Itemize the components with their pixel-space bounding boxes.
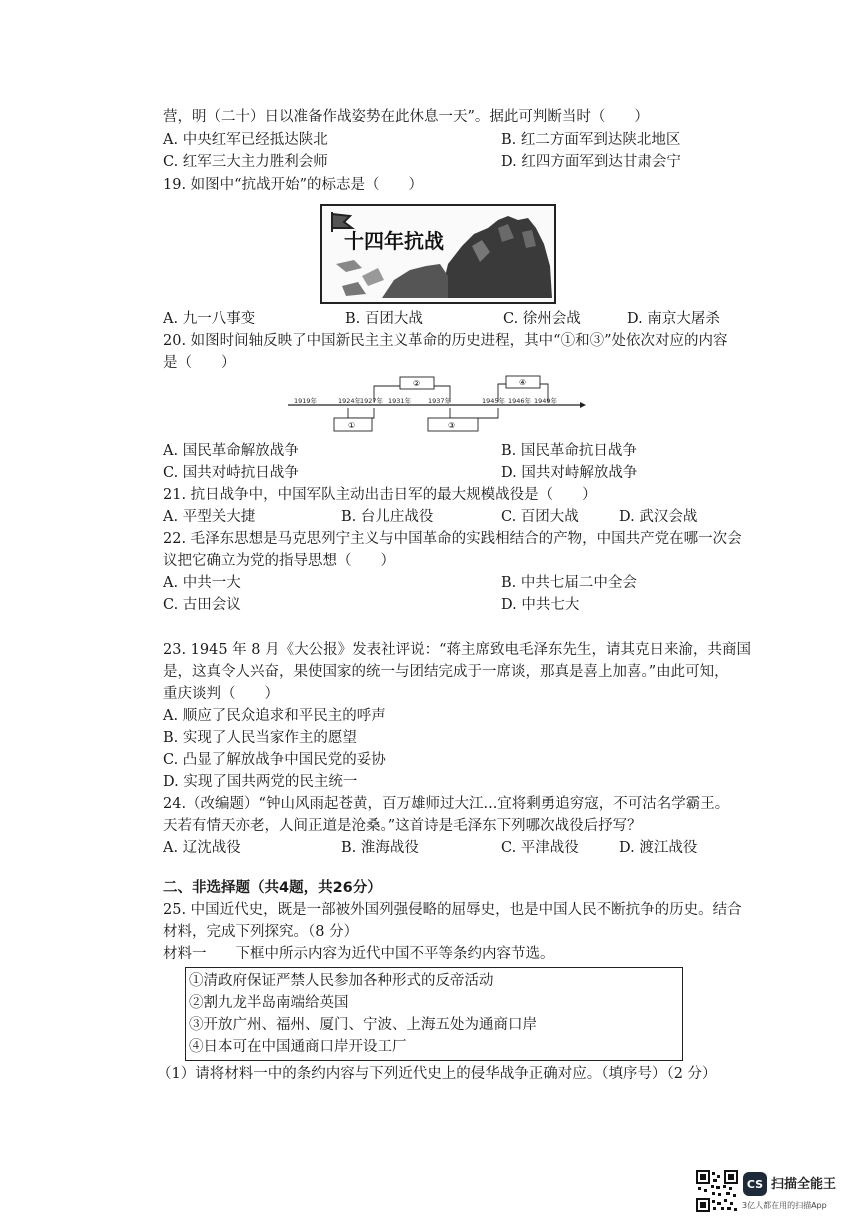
q22-stem-line2: 议把它确立为党的指导思想（ ）: [163, 553, 395, 569]
q22-option-b: B. 中共七届二中全会: [501, 575, 637, 591]
scanner-app-name: 扫描全能王: [771, 1177, 837, 1192]
q21-option-a: A. 平型关大捷: [163, 509, 256, 525]
timeline-year-1919: 1919年: [294, 397, 318, 405]
section2-title: 二、非选择题（共4题，共26分）: [163, 880, 382, 896]
q20-option-c: C. 国共对峙抗日战争: [163, 465, 299, 481]
timeline-mark-4: ④: [519, 378, 527, 387]
q20-option-b: B. 国民革命抗日战争: [501, 443, 637, 459]
q20-option-d: D. 国共对峙解放战争: [501, 465, 638, 481]
q19-image-caption: 十四年抗战: [344, 229, 444, 253]
q20-timeline: [286, 372, 586, 434]
q25-stem-line2: 材料，完成下列探究。（8 分）: [163, 924, 359, 940]
q19-option-b: B. 百团大战: [345, 311, 423, 327]
q23-option-b: B. 实现了人民当家作主的愿望: [163, 730, 357, 746]
q21-option-b: B. 台儿庄战役: [341, 509, 434, 525]
q19-option-a: A. 九一八事变: [163, 311, 256, 327]
q25-material-item-1: ①清政府保证严禁人民参加各种形式的反帝活动: [189, 973, 494, 989]
q19-image: [320, 204, 556, 304]
q21-option-c: C. 百团大战: [501, 509, 579, 525]
q22-option-a: A. 中共一大: [163, 575, 241, 591]
q19-option-c: C. 徐州会战: [503, 311, 581, 327]
q18-option-a: A. 中央红军已经抵达陕北: [163, 132, 328, 148]
timeline-year-1927: 1927年: [360, 397, 384, 405]
timeline-mark-2: ②: [413, 379, 421, 388]
q20-stem-line1: 20. 如图时间轴反映了中国新民主主义革命的历史进程，其中“①和③”处依次对应的内容: [163, 333, 728, 349]
q24-stem-line2: 天若有情天亦老，人间正道是沧桑。”这首诗是毛泽东下列哪次战役后抒写？: [163, 818, 642, 834]
q24-option-a: A. 辽沈战役: [163, 840, 241, 856]
q18-option-b: B. 红二方面军到达陕北地区: [501, 132, 681, 148]
timeline-year-1924: 1924年: [338, 397, 362, 405]
q22-stem-line1: 22. 毛泽东思想是马克思列宁主义与中国革命的实践相结合的产物，中国共产党在哪一次会: [163, 531, 742, 547]
q23-option-c: C. 凸显了解放战争中国民党的妥协: [163, 752, 386, 768]
q22-option-c: C. 古田会议: [163, 597, 241, 613]
q23-stem-line1: 23. 1945 年 8 月《大公报》发表社评说：“蒋主席致电毛泽东先生，请其克日来渝，共商国: [163, 642, 752, 658]
q18-option-c: C. 红军三大主力胜利会师: [163, 154, 328, 170]
q22-option-d: D. 中共七大: [501, 597, 580, 613]
scanner-tagline: 3亿人都在用的扫描App: [742, 1201, 827, 1210]
timeline-year-1937: 1937年: [428, 397, 452, 405]
monument-illustration: [322, 206, 554, 302]
timeline-year-1946: 1946年: [508, 397, 532, 405]
q21-stem: 21. 抗日战争中，中国军队主动出击日军的最大规模战役是（ ）: [163, 487, 597, 503]
q24-stem-line1: 24.（改编题）“钟山风雨起苍黄，百万雄师过大江...宜将剩勇追穷寇，不可沽名学霸王。: [163, 796, 730, 812]
q24-option-b: B. 淮海战役: [341, 840, 419, 856]
q19-option-d: D. 南京大屠杀: [627, 311, 720, 327]
camscanner-logo-icon: CS: [743, 1172, 767, 1196]
timeline-mark-1: ①: [348, 421, 356, 430]
q23-stem-line3: 重庆谈判（ ）: [163, 686, 279, 702]
q23-stem-line2: 是，这真令人兴奋，果使国家的统一与团结完成于一席谈，那真是喜上加喜。”由此可知，: [163, 664, 729, 680]
q18-option-d: D. 红四方面军到达甘肃会宁: [501, 154, 681, 170]
q24-option-c: C. 平津战役: [501, 840, 579, 856]
q20-option-a: A. 国民革命解放战争: [163, 443, 299, 459]
q20-stem-line2: 是（ ）: [163, 355, 236, 371]
q24-option-d: D. 渡江战役: [619, 840, 698, 856]
q25-material-item-3: ③开放广州、福州、厦门、宁波、上海五处为通商口岸: [189, 1017, 537, 1033]
q25-material-item-4: ④日本可在中国通商口岸开设工厂: [189, 1039, 407, 1055]
q25-stem-line1: 25. 中国近代史，既是一部被外国列强侵略的屈辱史，也是中国人民不断抗争的历史。结合: [163, 902, 742, 918]
q25-material-label: 材料一 下框中所示内容为近代中国不平等条约内容节选。: [163, 946, 555, 962]
timeline-mark-3: ③: [448, 421, 456, 430]
q23-option-d: D. 实现了国共两党的民主统一: [163, 774, 358, 790]
qr-code-icon: [696, 1170, 738, 1212]
q23-option-a: A. 顺应了民众追求和平民主的呼声: [163, 708, 386, 724]
timeline-year-1949: 1949年: [534, 397, 558, 405]
q21-option-d: D. 武汉会战: [619, 509, 698, 525]
q19-stem: 19. 如图中“抗战开始”的标志是（ ）: [163, 177, 423, 193]
q25-subquestion-1: （1）请将材料一中的条约内容与下列近代史上的侵华战争正确对应。（填序号）（2 分）: [157, 1066, 717, 1082]
timeline-year-1945: 1945年: [482, 397, 506, 405]
q25-material-item-2: ②割九龙半岛南端给英国: [189, 995, 349, 1011]
q18-stem-tail: 营，明（二十）日以准备作战姿势在此休息一天”。据此可判断当时（ ）: [163, 109, 649, 125]
timeline-year-1931: 1931年: [388, 397, 412, 405]
